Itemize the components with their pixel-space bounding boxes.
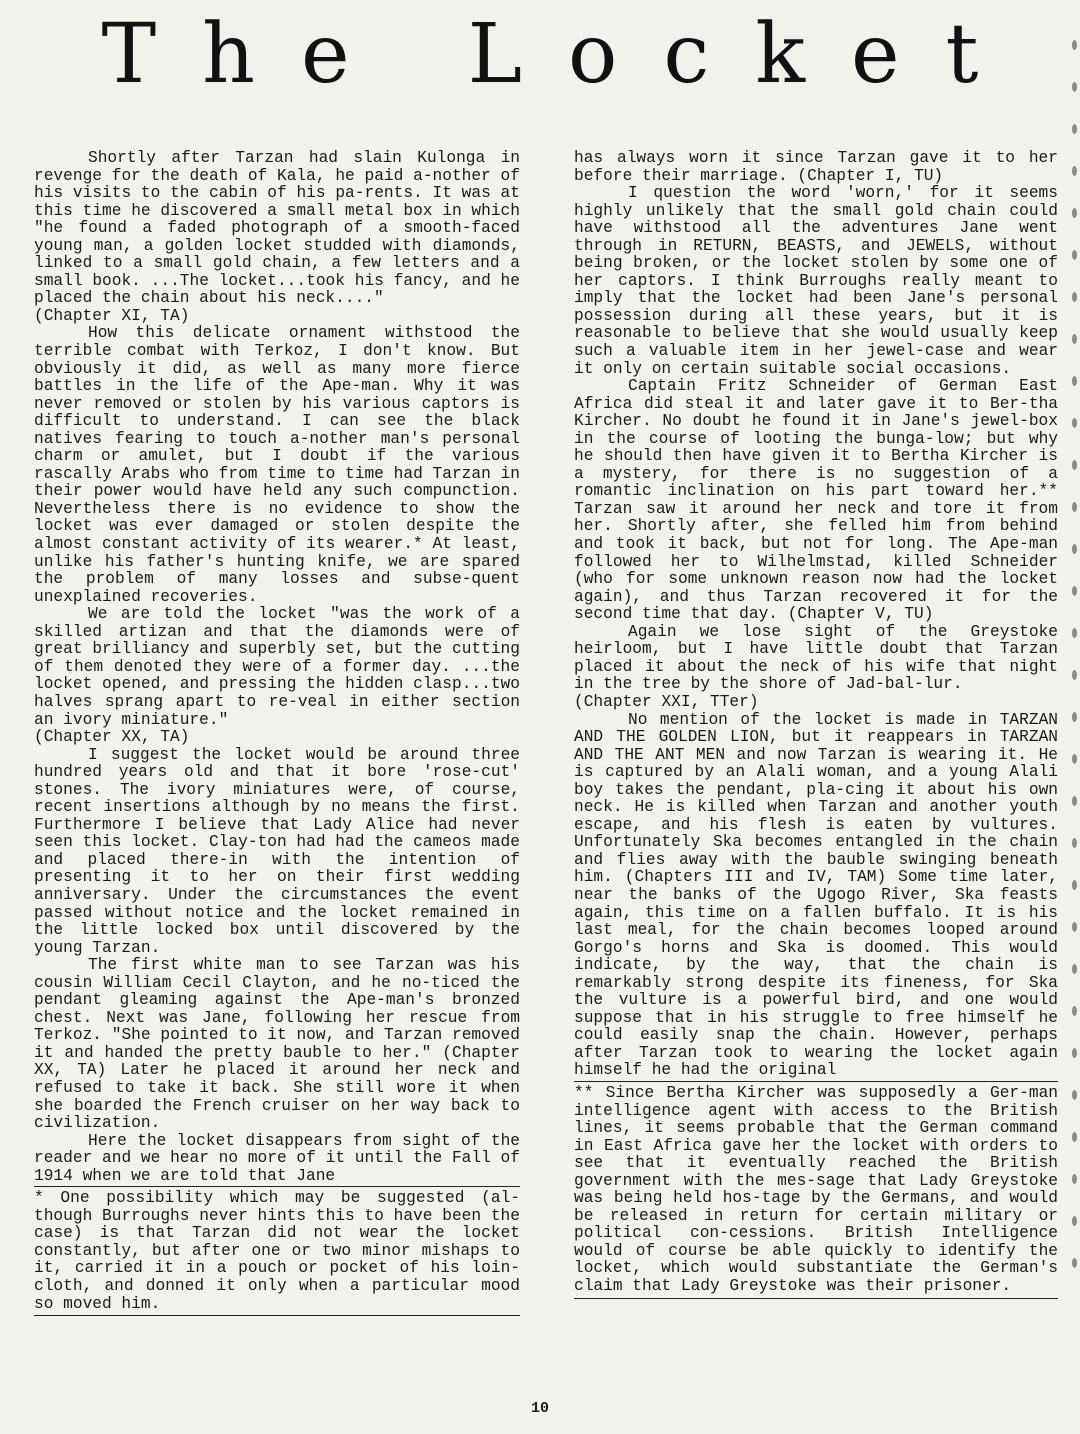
left-column [34,150,520,1316]
left-footnote [34,1190,520,1313]
paragraph: has always worn it since Tarzan gave it to her before their marriage. (Chapter I, TU) [574,149,1058,185]
footnote-text: * One possibility which may be suggested (al-though Burroughs never hints this to have been the case) is that Tarzan did not wear the locket constantly, but after one or two minor mishaps to it, carried it in a pouch or pocket of his loin-cloth, and donned it only when a particular mood so moved him. [34,1189,520,1313]
paragraph: I question the word 'worn,' for it seems highly unlikely that the small gold chain could have withstood all the adventures Jane went through in RETURN, BEASTS, and JEWELS, without being broken, or the locket stolen by some one of her captors. I think Burroughs really meant to imply that the locket had been Jane's personal possession during all these years, but it is reasonable to believe that she would usually keep such a valuable item in her jewel-case and wear it only on certain suitable social occasions. [574,184,1058,378]
right-footnote [574,1085,1058,1296]
citation: (Chapter XX, TA) [34,728,190,747]
footnote-divider [574,1081,1058,1082]
paragraph: Shortly after Tarzan had slain Kulonga in revenge for the death of Kala, he paid a-nother of his visits to the cabin of his pa-rents. It was at this time he discovered a small metal box in which "he found a faded photograph of a smooth-faced young man, a golden locket studded with diamonds, linked to a small gold chain, a few letters and a small book. ...The locket...took his fancy, and he placed the chain about his neck...." [34,149,520,308]
paragraph: Captain Fritz Schneider of German East Africa did steal it and later gave it to Ber-tha Kircher. No doubt he found it in Jane's jewel-box in the course of looting the bunga-low; but why he should then have given it to Bertha Kircher is a mystery, for there is no suggestion of a romantic inclination on his part toward her.** Tarzan saw it around her neck and tore it from her. Shortly after, she felled him from behind and took it back, but not for long. The Ape-man followed her to Wilhelmstad, killed Schneider (who for some unknown reason now had the locket again), and thus Tarzan recovered it for the second time that day. (Chapter V, TU) [574,377,1058,624]
paragraph: The first white man to see Tarzan was his cousin William Cecil Clayton, and he no-ticed the pendant gleaming against the Ape-man's bronzed chest. Next was Jane, following her rescue from Terkoz. "She pointed to it now, and Tarzan removed it and handed the pretty bauble to her." (Chapter XX, TA) Later he placed it around her neck and refused to take it back. She still wore it when she boarded the French cruiser on her way back to civilization. [34,956,520,1133]
page-number: 10 [530,1400,549,1417]
article-title: The Locket [101,7,1025,102]
paragraph: I suggest the locket would be around three hundred years old and that it bore 'rose-cut' stones. The ivory miniatures were, of course, recent insertions although by no means the first. Furthermore I believe that Lady Alice had never seen this locket. Clay-ton had had the cameos made and placed there-in with the intention of presenting it to her on their first wedding anniversary. Under the circumstances the event passed without notice and the locket remained in the little locked box until discovered by the young Tarzan. [34,745,520,957]
paragraph: No mention of the locket is made in TARZAN AND THE GOLDEN LION, but it reappears in TARZAN AND THE ANT MEN and now Tarzan is wearing it. He is captured by an Alali woman, and a young Alali boy takes the pendant, pla-cing it about his own neck. He is killed when Tarzan and another youth escape, and his flesh is eaten by vultures. Unfortunately Ska becomes entangled in the chain and flies away with the bauble swinging beneath him. (Chapters III and IV, TAM) Some time later, near the banks of the Ugogo River, Ska feasts again, this time on a fallen buffalo. It is his last meal, for the chain becomes looped around Gorgo's horns and Ska is doomed. This would indicate, by the way, that the chain is remarkably strong despite its fineness, for Ska the vulture is a powerful bird, and one would suppose that in his struggle to free himself he could easily snap the chain. However, perhaps after Tarzan took to wearing the locket again himself he had the original [574,710,1058,1080]
paragraph: How this delicate ornament withstood the terrible combat with Terkoz, I don't know. But obviously it did, as well as many more fierce battles in the life of the Ape-man. Why it was never removed or stolen by his various captors is difficult to understand. I can see the black natives fearing to touch a-nother man's personal charm or amulet, but I doubt if the various rascally Arabs who from time to time had Tarzan in their power would have held any such compunction. Nevertheless there is no evidence to show the locket was ever damaged or stolen despite the almost constant activity of its wearer.* At least, unlike his father's hunting knife, we are spared the problem of many losses and subse-quent unexplained recoveries. [34,324,520,606]
citation: (Chapter XI, TA) [34,306,190,325]
paragraph: Here the locket disappears from sight of the reader and we hear no more of it until the Fall of 1914 when we are told that Jane [34,1131,520,1185]
right-column [574,150,1058,1299]
footnote-text: ** Since Bertha Kircher was supposedly a Ger-man intelligence agent with access to the British lines, it seems probable that the German command in East Africa gave her the locket with orders to see that it eventually reached the British government with the mes-sage that Lady Greystoke was being held hos-tage by the Germans, and would be released in return for certain military or political con-cessions. British Intelligence would of course be able quickly to identify the locket, which would substantiate the German's claim that Lady Greystoke was their prisoner. [574,1083,1058,1295]
column-end-rule [34,1315,520,1316]
column-end-rule [574,1298,1058,1299]
citation: (Chapter XXI, TTer) [574,692,759,711]
footnote-divider [34,1186,520,1187]
paragraph: Again we lose sight of the Greystoke heirloom, but I have little doubt that Tarzan placed it about the neck of his wife that night in the tree by the shore of Jad-bal-lur. [574,622,1058,694]
binder-holes [1072,40,1078,1340]
paragraph: We are told the locket "was the work of a skilled artizan and that the diamonds were of great brilliancy and superbly set, but the cutting of them denoted they were of a former day. ...the locket opened, and pressing the hidden clasp...two halves sprang apart to re-veal in either section an ivory miniature." [34,605,520,729]
